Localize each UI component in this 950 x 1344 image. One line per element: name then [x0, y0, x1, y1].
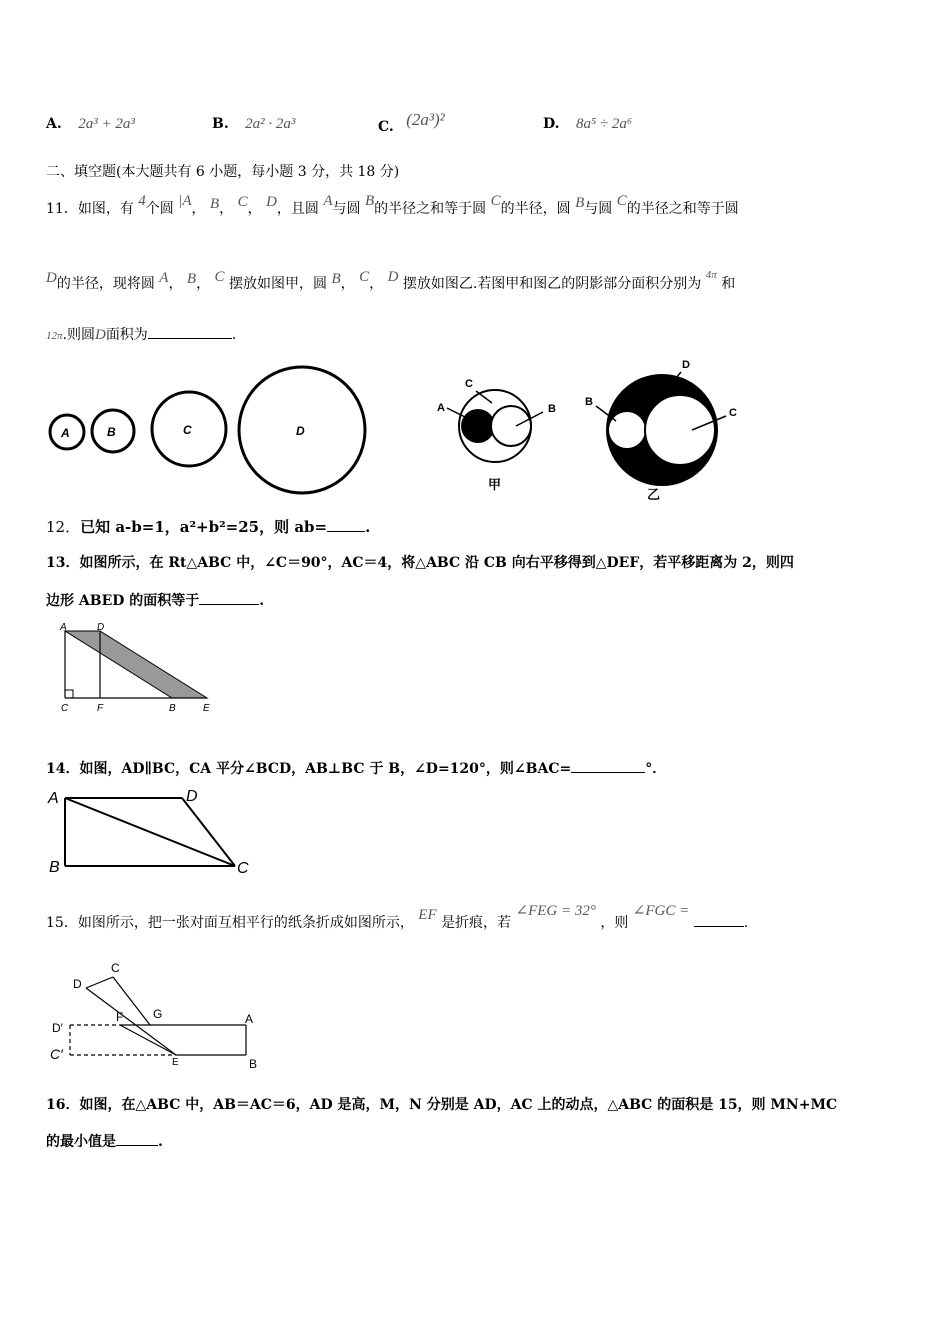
- label-e: E: [172, 1057, 179, 1068]
- option-c-label: C.: [378, 119, 394, 135]
- jia-circle-a: [461, 409, 495, 443]
- option-b-label: B.: [212, 116, 229, 132]
- q15-math: ∠FGC =: [632, 903, 690, 919]
- q11-math: C: [616, 193, 627, 209]
- q15-text: .: [743, 915, 749, 931]
- q11-math: C: [490, 193, 501, 209]
- q16-text: .: [158, 1134, 163, 1150]
- q11-math: C: [237, 194, 248, 210]
- q11-text: .: [231, 327, 237, 343]
- option-a: [46, 116, 135, 133]
- q16-line2: [46, 1131, 163, 1151]
- answer-blank[interactable]: [571, 758, 645, 773]
- jia-leader-c: [476, 391, 492, 403]
- q15-text: 是折痕，若: [441, 915, 512, 931]
- q14: [46, 758, 666, 778]
- q12: [46, 516, 370, 537]
- q11-math: 4π: [705, 269, 717, 281]
- q11-math: D: [266, 194, 277, 210]
- edge-de: [86, 988, 176, 1055]
- label-c: C: [111, 961, 120, 975]
- q11-text: 的半径之和等于圆: [374, 201, 487, 217]
- q12-text: 已知 a-b=1，a²+b²=25，则 ab=: [80, 518, 328, 536]
- q11-math: B: [575, 195, 585, 211]
- q11-text: 与圆: [584, 201, 613, 217]
- q13-line1: 13．如图所示，在 Rt△ABC 中，∠C＝90°，AC＝4，将△ABC 沿 CB 向右平移得到△DEF，若平移距离为 2，则四: [46, 555, 794, 571]
- q14-text: 14．如图，AD∥BC，CA 平分∠BCD，AB⊥BC 于 B，∠D=120°，则∠BAC=: [46, 761, 572, 777]
- right-angle-mark: [65, 690, 73, 698]
- jia-label-c: C: [465, 378, 473, 390]
- q11-math: D: [46, 270, 57, 286]
- option-a-label: A.: [46, 116, 62, 132]
- label-c: C: [61, 703, 69, 714]
- q11-line1: 11．如图，有 4个圆 |A， B， C， D，且圆 A与圆 B的半径之和等于圆 C的半径，圆 B与圆 C的半径之和等于圆: [46, 193, 739, 217]
- yi-label-d: D: [682, 359, 690, 371]
- answer-blank[interactable]: [694, 912, 744, 927]
- shaded-parallelogram: [65, 631, 207, 698]
- yi-label-c: C: [729, 407, 737, 419]
- label-f: F: [116, 1010, 124, 1024]
- q16-text: 的最小值是: [46, 1134, 116, 1150]
- q15-math: ∠FEG = 32°: [515, 903, 596, 919]
- q11-text: .则圆: [62, 327, 95, 343]
- option-d-expr: 8a⁵ ÷ 2a⁶: [575, 116, 633, 132]
- q11-text: 的半径，现将圆: [56, 276, 155, 292]
- yi-circle-c: [645, 395, 715, 465]
- answer-blank[interactable]: [116, 1131, 158, 1146]
- circle-b-label: B: [107, 425, 116, 439]
- q15-math: EF: [418, 907, 437, 923]
- label-c-prime: C′: [50, 1046, 63, 1062]
- label-d: D: [97, 622, 105, 633]
- q11-line3: [46, 324, 236, 344]
- answer-blank[interactable]: [148, 324, 232, 339]
- q11-math: 4: [138, 193, 146, 209]
- q11-math: D: [387, 269, 399, 285]
- q11-text: 面积为: [105, 327, 148, 343]
- q15-text: 15．如图所示，把一张对面互相平行的纸条折成如图所示，: [46, 915, 414, 931]
- yi-label-b: B: [585, 396, 593, 408]
- label-a: A: [48, 790, 59, 807]
- q11-figure: [0, 355, 950, 505]
- q11-text: 和: [721, 276, 736, 292]
- label-d: D: [186, 788, 198, 805]
- q11-text: 与圆: [332, 201, 361, 217]
- q11-line2: D的半径，现将圆 A， B， C 摆放如图甲，圆 B， C， D 摆放如图乙.若图甲和图乙的阴影部分面积分别为 $^{4\pi}$ 和: [46, 269, 736, 292]
- jia-label-b: B: [548, 403, 556, 415]
- label-c: C: [237, 860, 249, 877]
- option-b: [212, 116, 295, 133]
- answer-blank[interactable]: [199, 590, 259, 605]
- q11-text: ，且圆: [276, 201, 319, 217]
- q13-line2: [46, 590, 264, 610]
- q11-text: 的半径，圆: [500, 201, 571, 217]
- q15-figure: [0, 955, 280, 1080]
- q11-text: 摆放如图甲，圆: [229, 276, 328, 292]
- q13-text: 边形 ABED 的面积等于: [46, 593, 200, 609]
- label-b: B: [49, 859, 60, 876]
- answer-blank[interactable]: [327, 517, 365, 532]
- label-a: A: [60, 622, 67, 633]
- label-f: F: [97, 703, 104, 714]
- q11-text: 如图，有: [77, 201, 134, 217]
- yi-caption: 乙: [647, 487, 661, 502]
- label-d-prime: D′: [52, 1021, 63, 1035]
- q11-text: 个圆: [145, 201, 174, 217]
- circle-d-label: D: [296, 424, 305, 438]
- jia-label-a: A: [437, 402, 445, 414]
- q11-math: A: [323, 193, 333, 209]
- crease-fe: [120, 1025, 176, 1055]
- q11-math: B: [365, 193, 375, 209]
- circle-c-label: C: [183, 423, 192, 437]
- q11-text: 的半径之和等于圆: [626, 201, 739, 217]
- option-b-expr: 2a² · 2a³: [245, 116, 296, 132]
- jia-circle-b: [491, 406, 531, 446]
- option-c: [378, 110, 445, 135]
- q11-math: A: [182, 193, 192, 209]
- q14-text: °．: [645, 761, 667, 777]
- label-e: E: [203, 703, 210, 714]
- circle-a-label: A: [61, 426, 70, 440]
- q12-text: .: [365, 518, 371, 536]
- q11-math: B: [331, 271, 341, 287]
- q11-math: C: [359, 269, 370, 285]
- section-title: 二、填空题(本大题共有 6 小题，每小题 3 分，共 18 分): [46, 164, 400, 180]
- option-c-expr: (2a³)²: [406, 110, 445, 129]
- option-a-expr: 2a³ + 2a³: [78, 116, 135, 132]
- jia-caption: 甲: [488, 477, 502, 492]
- q11-math: A: [159, 270, 169, 286]
- q11-math: 12π: [46, 330, 63, 342]
- q11-math: B: [186, 271, 197, 287]
- q11-number: 11．: [46, 201, 78, 217]
- q15-text: ，则: [600, 915, 629, 931]
- q16-line1: 16．如图，在△ABC 中，AB＝AC＝6，AD 是高，M，N 分别是 AD，AC 上的动点，△ABC 的面积是 15，则 MN+MC: [46, 1097, 838, 1113]
- q15: [46, 903, 749, 932]
- edge-dc: [86, 977, 113, 988]
- label-a: A: [245, 1012, 254, 1026]
- option-d: [543, 116, 632, 133]
- label-b: B: [169, 703, 176, 714]
- option-d-label: D.: [543, 116, 560, 132]
- label-b: B: [249, 1057, 258, 1071]
- label-d: D: [73, 977, 82, 991]
- q11-text: 摆放如图乙.若图甲和图乙的阴影部分面积分别为: [402, 276, 702, 292]
- q13-figure: [0, 618, 260, 718]
- q11-math: B: [209, 196, 220, 212]
- q13-text: .: [259, 593, 265, 609]
- q14-figure: [0, 782, 270, 882]
- q12-number: 12．: [46, 518, 81, 536]
- yi-circle-b: [608, 411, 646, 449]
- label-g: G: [153, 1007, 163, 1021]
- q11-math: C: [214, 269, 225, 285]
- q11-math: D: [94, 327, 106, 343]
